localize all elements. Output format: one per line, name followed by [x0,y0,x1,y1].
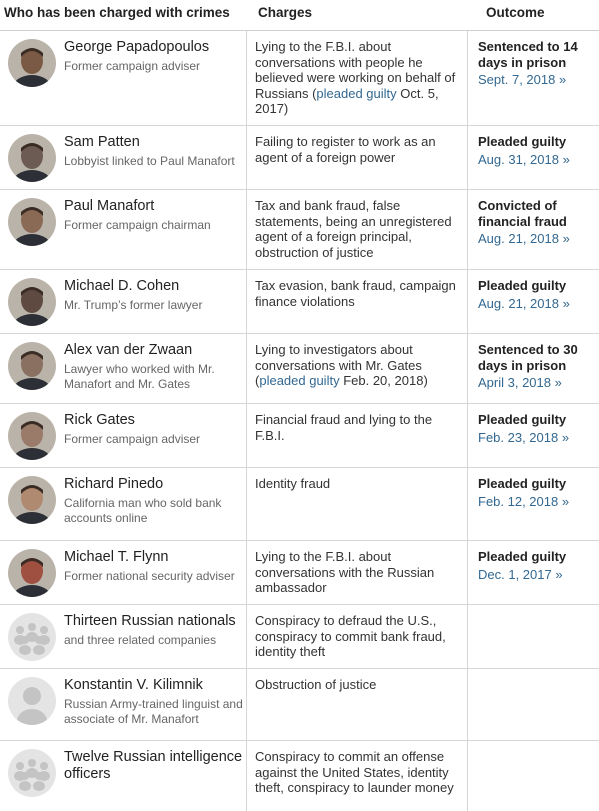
group-placeholder-icon [8,749,56,797]
plea-date: Feb. 20, 2018 [343,373,424,388]
photo-avatar [8,39,56,87]
charges-text: Lying to the F.B.I. about conversations with people he believed were working on behalf of Russians [255,39,456,101]
avatar [8,134,56,182]
avatar [8,412,56,460]
outcome-cell [468,605,599,668]
person-role: Former national security adviser [64,569,235,583]
person-name: Michael D. Cohen [64,278,180,294]
header-outcome: Outcome [486,5,545,20]
person-role: Former campaign adviser [64,59,201,73]
person-name: Richard Pinedo [64,476,164,492]
person-role: California man who sold bank accounts online [64,496,222,525]
charges-text: Identity fraud [255,476,331,491]
charges-text: Lying to investigators about conversations with Mr. Gates [255,342,422,373]
outcome-cell [468,741,599,811]
charges-cell [247,270,468,333]
person-cell [0,741,247,811]
charges-cell [247,126,468,189]
photo-avatar [8,134,56,182]
person-role: Former campaign chairman [64,218,211,232]
charges-text: Financial fraud and lying to the F.B.I. [255,412,433,443]
person-name: Alex van der Zwaan [64,342,193,358]
person-cell [0,126,247,189]
person-cell [0,190,247,269]
person-role: Former campaign adviser [64,432,201,446]
person-name: Sam Patten [64,134,140,150]
table-row [0,669,599,741]
table-row [0,31,599,126]
charges-cell [247,404,468,467]
table-row [0,126,599,190]
charges-text: Failing to register to work as an agent of a foreign power [255,134,436,165]
photo-avatar [8,278,56,326]
charges-text: Conspiracy to defraud the U.S., conspiracy to commit bank fraud, identity theft [255,613,446,659]
outcome-cell [468,126,599,189]
outcome-date-link[interactable]: Aug. 31, 2018 » [478,151,570,167]
person-role: Mr. Trump’s former lawyer [64,298,203,312]
person-cell [0,605,247,668]
charges-cell: Lying to investigators about conversations with Mr. Gates (pleaded guilty Feb. 20, 2018) [247,334,468,403]
outcome-cell [468,468,599,540]
table-row [0,605,599,669]
outcome-date-link[interactable]: Feb. 23, 2018 » [478,429,570,445]
table-row [0,541,599,605]
table-row [0,190,599,270]
outcome-cell [468,190,599,269]
person-role: and three related companies [64,633,217,647]
group-placeholder-icon [8,613,56,661]
outcome-date-link[interactable]: Sept. 7, 2018 » [478,72,567,87]
outcome-date-link[interactable]: Aug. 21, 2018 » [478,231,570,246]
avatar [8,278,56,326]
avatar [8,198,56,246]
outcome-status: Sentenced to 30 days in prison [478,342,578,373]
photo-avatar [8,476,56,524]
header-who: Who has been charged with crimes [4,5,230,20]
avatar [8,476,56,524]
avatar [8,613,56,661]
person-role: Lawyer who worked with Mr. Manafort and Mr. Gates [64,362,215,391]
photo-avatar [8,412,56,460]
avatar [8,549,56,597]
charges-text: Tax and bank fraud, false statements, being an unregistered agent of a foreign principal, obstruction of justice [255,198,452,260]
avatar [8,39,56,87]
pleaded-guilty-link[interactable]: pleaded guilty [316,85,397,101]
table-row [0,404,599,468]
person-name: Konstantin V. Kilimnik [64,677,203,693]
outcome-cell [468,270,599,333]
charges-cell [247,741,468,811]
charges-cell [247,669,468,740]
charges-cell [247,541,468,604]
person-cell [0,31,247,125]
table-row [0,468,599,541]
person-cell [0,404,247,467]
charges-cell: Lying to the F.B.I. about conversations with people he believed were working on behalf of Russians (pleaded guilty Oct. 5, 2017) [247,31,468,125]
outcome-status: Pleaded guilty [478,278,567,293]
person-cell [0,669,247,740]
plea-date: Oct. 5, 2017 [255,85,439,116]
photo-avatar [8,342,56,390]
outcome-cell [468,31,599,125]
charges-cell [247,605,468,668]
person-name: Michael T. Flynn [64,549,169,565]
photo-avatar [8,549,56,597]
outcome-status: Pleaded guilty [478,549,567,564]
person-name: Thirteen Russian nationals [64,613,236,629]
person-role: Russian Army-trained linguist and associate of Mr. Manafort [64,697,243,726]
outcome-date-link[interactable]: Feb. 12, 2018 » [478,493,570,509]
outcome-date-link[interactable]: Dec. 1, 2017 » [478,566,563,582]
outcome-cell [468,334,599,403]
charges-text: Obstruction of justice [255,677,377,692]
table-row [0,334,599,404]
person-name: Paul Manafort [64,198,155,214]
person-placeholder-icon [8,677,56,725]
table-header [0,0,599,31]
avatar [8,342,56,390]
outcome-status: Pleaded guilty [478,476,567,491]
person-role: Lobbyist linked to Paul Manafort [64,154,235,168]
pleaded-guilty-link[interactable]: pleaded guilty [259,373,340,388]
outcome-status: Pleaded guilty [478,412,567,427]
avatar [8,749,56,797]
outcome-status: Sentenced to 14 days in prison [478,39,578,70]
person-name: Twelve Russian intelligence officers [64,749,243,782]
person-cell [0,541,247,604]
outcome-status: Convicted of financial fraud [478,198,567,229]
charges-text: Lying to the F.B.I. about conversations with the Russian ambassador [255,549,435,595]
person-name: Rick Gates [64,412,135,428]
photo-avatar [8,198,56,246]
outcome-date-link[interactable]: Aug. 21, 2018 » [478,295,570,311]
avatar [8,677,56,725]
outcome-cell [468,541,599,604]
charges-text: Conspiracy to commit an offense against the United States, identity theft, conspiracy to launder money [255,749,454,795]
table-row [0,741,599,811]
person-cell [0,334,247,403]
person-cell [0,468,247,540]
header-charges: Charges [258,5,313,20]
outcome-status: Pleaded guilty [478,134,567,149]
outcome-cell [468,669,599,740]
charges-cell [247,190,468,269]
charges-text: Tax evasion, bank fraud, campaign finance violations [255,278,456,309]
table-row [0,270,599,334]
outcome-date-link[interactable]: April 3, 2018 » [478,375,562,390]
person-cell [0,270,247,333]
person-name: George Papadopoulos [64,39,210,55]
charges-cell [247,468,468,540]
outcome-cell [468,404,599,467]
